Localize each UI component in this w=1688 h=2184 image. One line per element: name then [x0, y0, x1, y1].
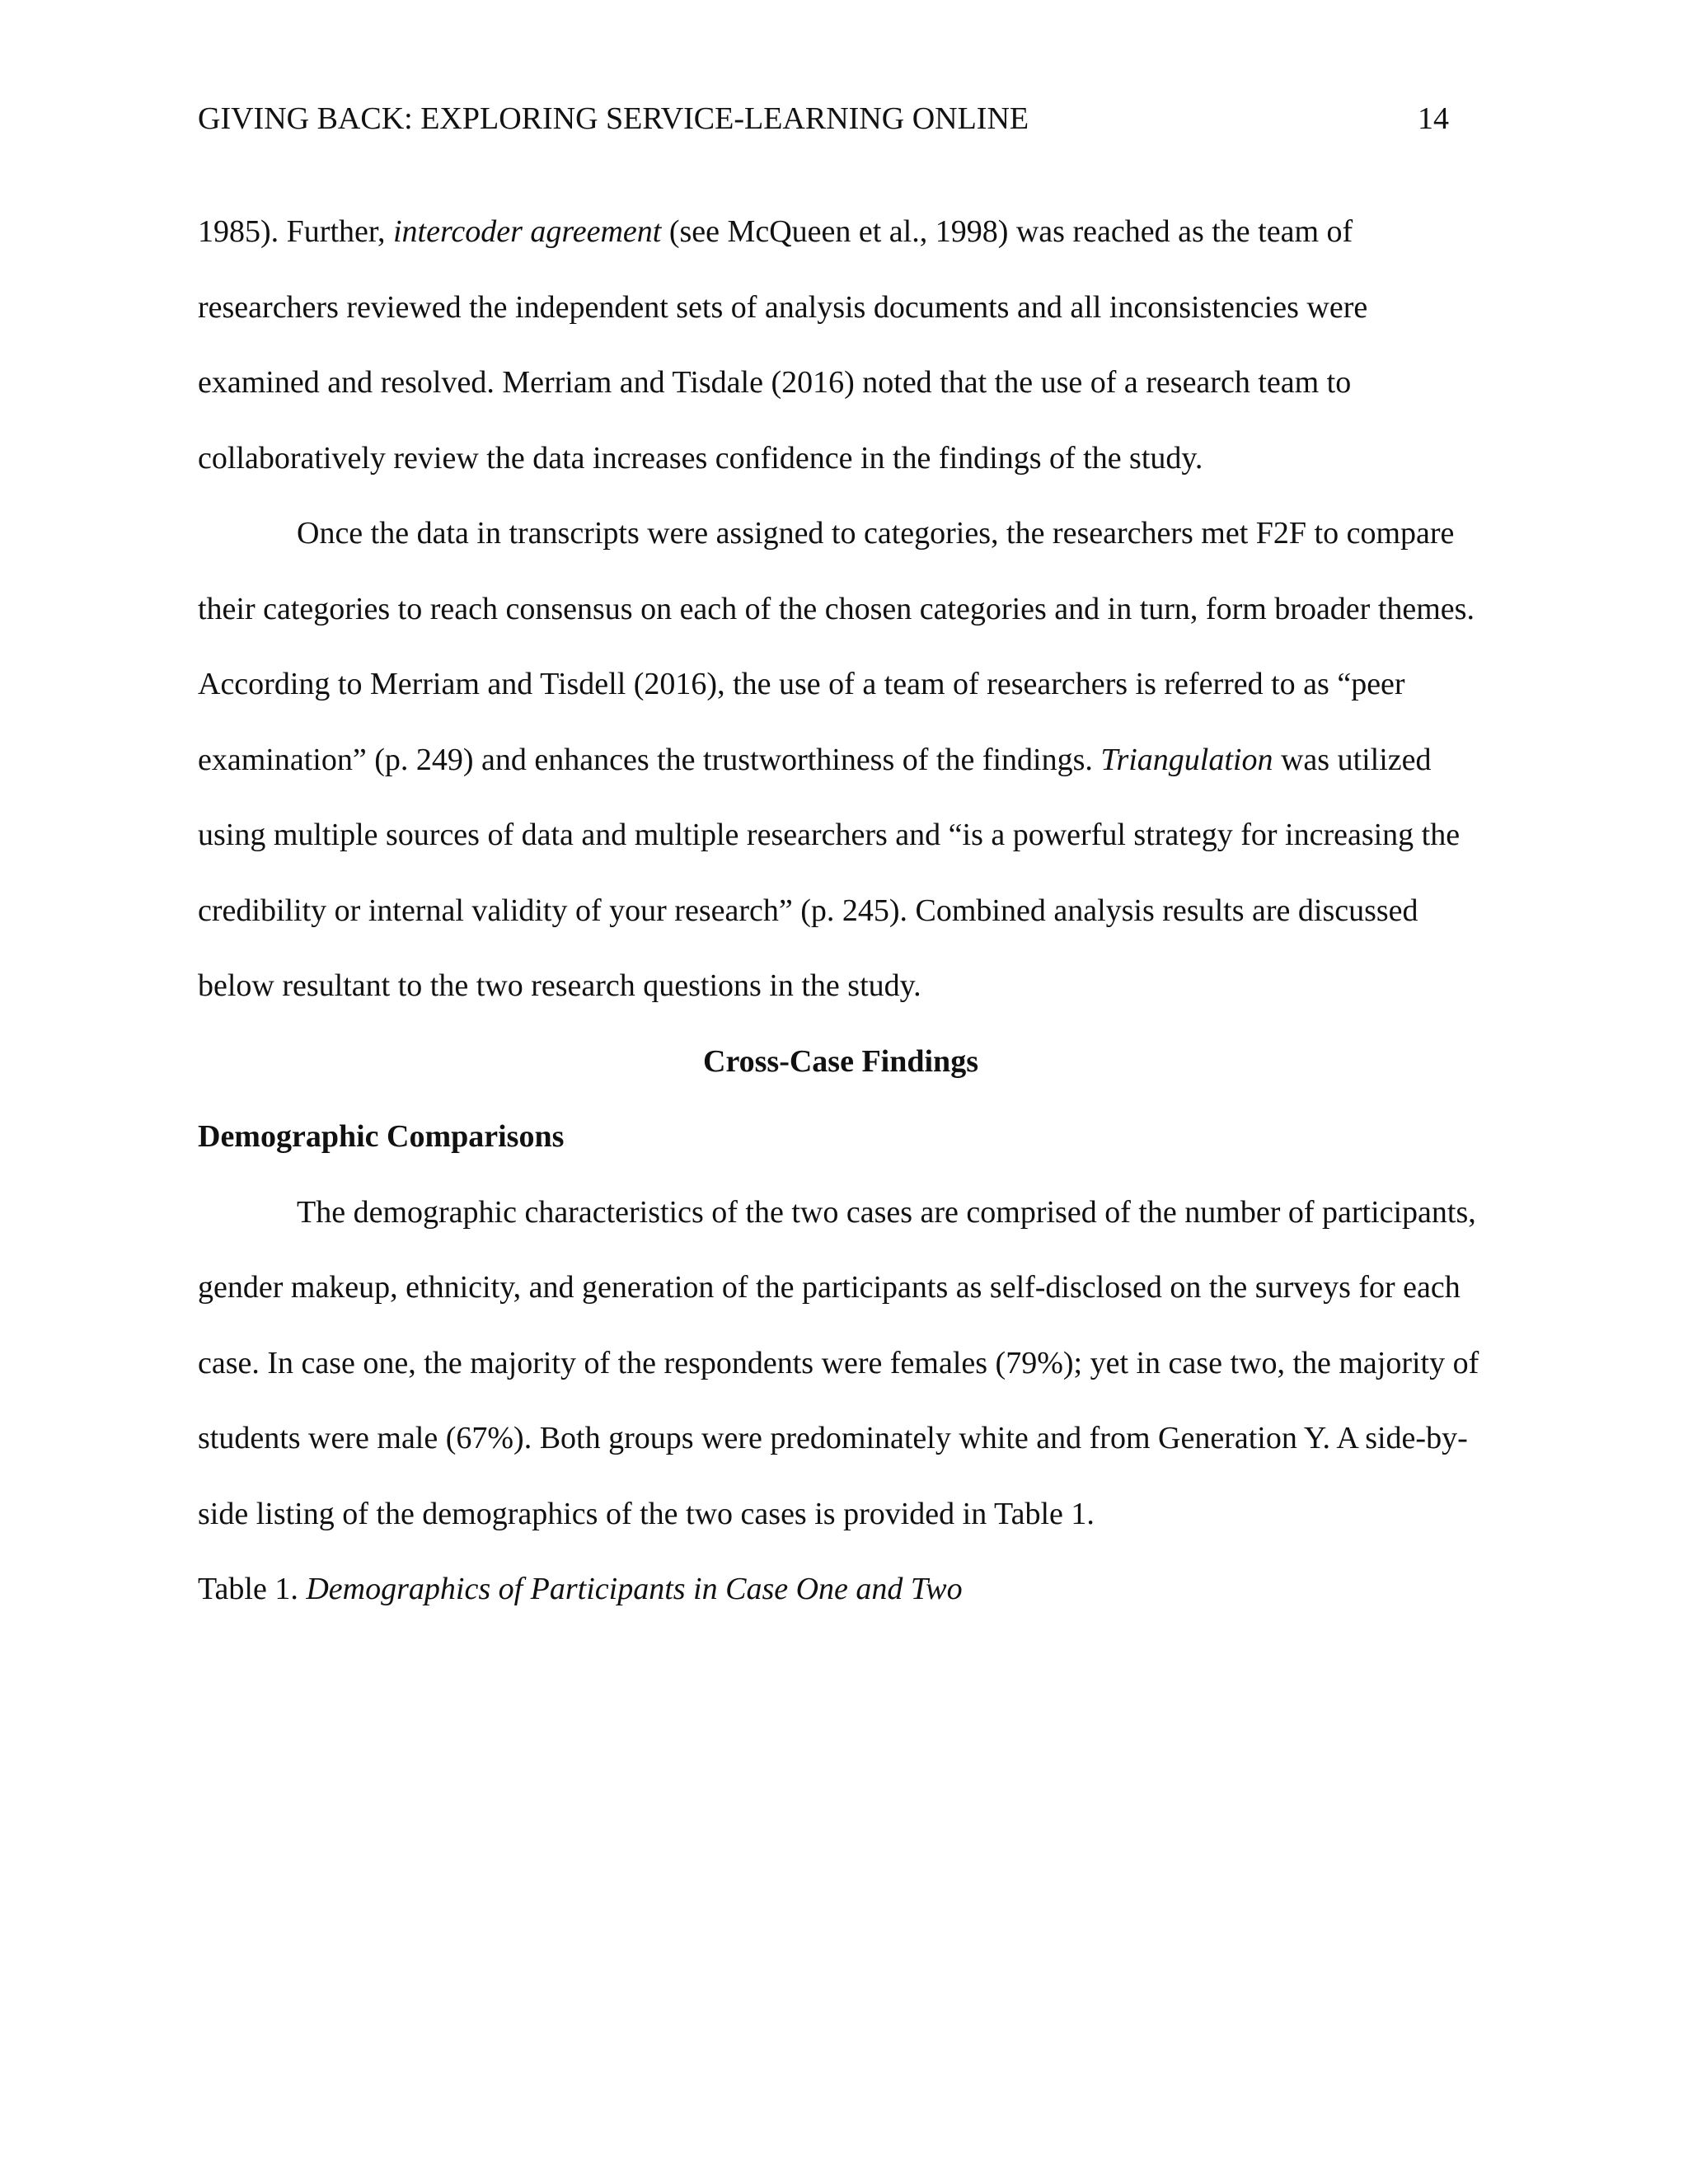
table-caption-title: Demographics of Participants in Case One and Two: [306, 1572, 963, 1606]
paragraph-2-text-b: was utilized using multiple sources of data and multiple researchers and “is a powerful strategy for increasing the credibility or internal validity of your research” (p. 245). Combined analysis results are discussed below resultant to the two research questions in the study.: [198, 742, 1461, 1003]
body-text: [198, 194, 1484, 1628]
paragraph-1-italic-term: intercoder agreement: [393, 214, 662, 249]
running-head: GIVING BACK: EXPLORING SERVICE-LEARNING ONLINE: [198, 101, 1029, 136]
paragraph-2: [198, 496, 1484, 1024]
sub-heading: Demographic Comparisons: [198, 1119, 565, 1154]
paragraph-1-text-b: (see McQueen et al., 1998) was reached as the team of researchers reviewed the independent sets of analysis documents and all inconsistencies were examined and resolved. Merriam and Tisdale (2016) noted that the use of a research team to collaboratively review the data increases confidence in the findings of the study.: [198, 214, 1368, 476]
table-caption-label: Table 1.: [198, 1572, 307, 1606]
section-heading: Cross-Case Findings: [703, 1043, 978, 1079]
paragraph-3: The demographic characteristics of the two cases are comprised of the number of participants, gender makeup, ethnicity, and generation of the participants as self-disclosed on the surveys for each case. In case one, the majority of the respondents were females (79%); yet in case two, the majority of students were male (67%). Both groups were predominately white and from Generation Y. A side-by-side listing of the demographics of the two cases is provided in Table 1.: [198, 1194, 1479, 1531]
paragraph-2-italic-term: Triangulation: [1100, 742, 1273, 777]
paragraph-1: [198, 194, 1484, 496]
page-number: 14: [1418, 101, 1449, 136]
paragraph-2-text-a: Once the data in transcripts were assigned to categories, the researchers met F2F to compare their categories to reach consensus on each of the chosen categories and in turn, form broader themes. According to Merriam and Tisdell (2016), the use of a team of researchers is referred to as “peer examination” (p. 249) and enhances the trustworthiness of the findings.: [198, 516, 1475, 777]
table-caption: [198, 1552, 1484, 1628]
paragraph-1-text-a: 1985). Further,: [198, 214, 393, 249]
